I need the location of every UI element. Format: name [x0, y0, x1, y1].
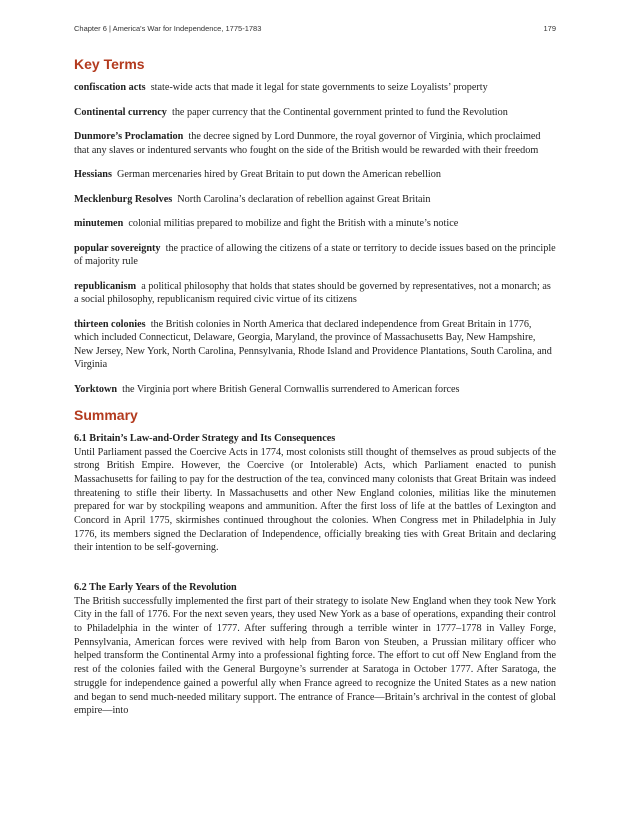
term-definition: the British colonies in North America that declared independence from Great Britain in 1776, which included Connecticut, Delaware, Georgia, Maryland, the province of Massachusetts Bay, New Hampshire, New Jersey, New York, North Carolina, Pennsylvania, Rhode Island and Providence Plantations, South Carolina, and Virginia: [74, 318, 552, 370]
term-name: minutemen: [74, 218, 124, 229]
term-entry: [74, 81, 556, 95]
term-name: confiscation acts: [74, 82, 146, 93]
term-entry: [74, 318, 556, 372]
summary-paragraph: Until Parliament passed the Coercive Acts in 1774, most colonists still thought of themselves as proud subjects of the strong British Empire. However, the Coercive (or Intolerable) Acts, which Parliament enacted to punish Massachusetts for failing to pay for the destruction of the tea, convinced many colonists that Great Britain was indeed threatening to stifle their liberty. In Massachusetts and other New England colonies, militias like the minutemen prepared for war by stockpiling weapons and ammunition. After the first loss of life at the battles of Lexington and Concord in April 1775, skirmishes continued throughout the colonies. When Congress met in Philadelphia in July 1776, its members signed the Declaration of Independence, officially breaking ties with Great Britain and declaring their intention to be self-governing.: [74, 446, 556, 554]
term-entry: [74, 383, 556, 397]
summary-heading: Summary: [74, 407, 138, 423]
term-entry: [74, 130, 556, 157]
term-definition: the paper currency that the Continental government printed to fund the Revolution: [172, 106, 508, 118]
term-definition: the Virginia port where British General Cornwallis surrendered to American forces: [122, 383, 460, 395]
term-definition: state-wide acts that made it legal for state governments to seize Loyalists’ property: [150, 82, 488, 93]
term-definition: North Carolina’s declaration of rebellion against Great Britain: [177, 193, 431, 205]
term-entry: [74, 168, 556, 182]
term-name: Yorktown: [74, 383, 118, 395]
summary-subheading: 6.1 Britain’s Law-and-Order Strategy and Its Consequences: [74, 433, 336, 444]
summary-section: [74, 581, 556, 718]
term-definition: German mercenaries hired by Great Britain to put down the American rebellion: [117, 169, 441, 180]
summary-subheading: 6.2 The Early Years of the Revolution: [74, 582, 237, 594]
summary-section: [74, 432, 556, 555]
summary-paragraph: The British successfully implemented the first part of their strategy to isolate New England when they took New York City in the fall of 1776. For the next seven years, they used New York as a base of operations, expanding their control to Philadelphia in the winter of 1777. After suffering through a terrible winter in 1777–1778 in Valley Forge, Pennsylvania, American forces were revived with help from Baron von Steuben, a Prussian military officer who helped transform the Continental Army into a professional fighting force. The effort to cut off New England from the rest of the colonies failed with the General Burgoyne’s surrender at Saratoga in October 1777. After Saratoga, the struggle for independence gained a powerful ally when France agreed to recognize the United States as a new nation and began to send much-needed military support. The entrance of France—Britain’s archrival in the contest of global empire—into: [74, 595, 556, 717]
term-name: Continental currency: [74, 106, 167, 118]
term-entry: [74, 193, 556, 207]
term-entry: [74, 217, 556, 231]
term-entry: [74, 280, 556, 307]
term-name: thirteen colonies: [74, 318, 146, 330]
key-terms-list: [74, 81, 556, 396]
term-entry: [74, 242, 556, 269]
term-entry: [74, 106, 556, 120]
term-definition: the practice of allowing the citizens of a state or territory to decide issues based on the principle of majority rule: [74, 242, 556, 267]
term-definition: colonial militias prepared to mobilize and fight the British with a minute’s notice: [128, 218, 459, 229]
term-definition: the decree signed by Lord Dunmore, the royal governor of Virginia, which proclaimed that any slaves or indentured servants who fought on the side of the British would be rewarded with their freedom: [74, 131, 541, 156]
term-definition: a political philosophy that holds that states should be governed by representatives, not a monarch; as a social philosophy, republicanism required civic virtue of its citizens: [74, 280, 551, 305]
term-name: Hessians: [74, 169, 112, 180]
running-header: [74, 24, 556, 33]
term-name: Mecklenburg Resolves: [74, 193, 173, 205]
key-terms-heading: Key Terms: [74, 56, 145, 72]
page-number: 179: [543, 24, 556, 33]
term-name: popular sovereignty: [74, 242, 161, 254]
page-content: [74, 56, 556, 744]
term-name: republicanism: [74, 280, 137, 292]
chapter-title: Chapter 6 | America's War for Independence, 1775-1783: [74, 24, 262, 33]
term-name: Dunmore’s Proclamation: [74, 131, 184, 142]
